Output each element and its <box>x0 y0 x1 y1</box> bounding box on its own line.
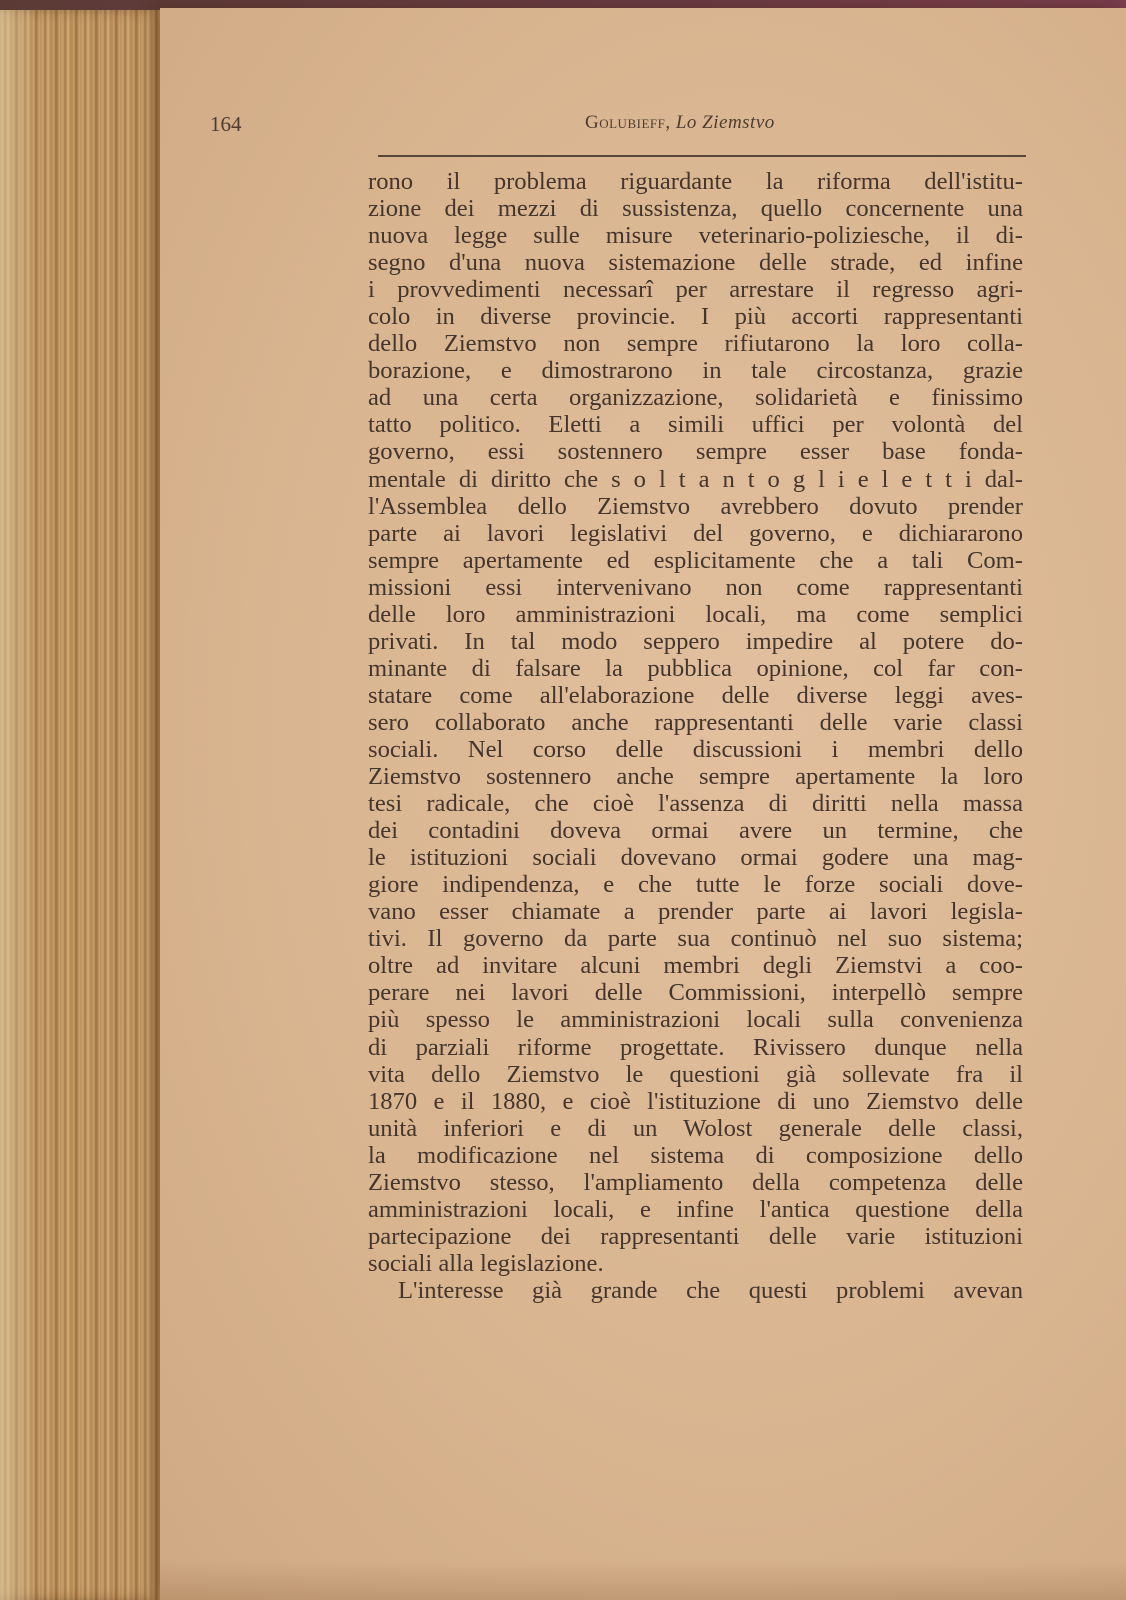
text-line: governo, essi sostennero sempre esser base fonda- <box>368 438 1023 466</box>
body-text <box>368 168 1023 1304</box>
text-line: sociali. Nel corso delle discussioni i membri dello <box>368 735 1023 763</box>
text-line: vita dello Ziemstvo le questioni già sollevate fra il <box>368 1060 1023 1088</box>
text-line: i provvedimenti necessarî per arrestare il regresso agri- <box>368 276 1023 304</box>
text-line: più spesso le amministrazioni locali sulla convenienza <box>368 1006 1023 1034</box>
header-author: Golubieff, <box>585 112 671 133</box>
text-line: tatto politico. Eletti a simili uffici per volontà del <box>368 411 1023 439</box>
text-line: unità inferiori e di un Wolost generale delle classi, <box>368 1114 1023 1142</box>
text-line: amministrazioni locali, e infine l'antica questione della <box>368 1195 1023 1223</box>
text-line: Ziemstvo stesso, l'ampliamento della competenza delle <box>368 1168 1023 1196</box>
page-edges <box>0 10 175 1600</box>
page-number: 164 <box>210 112 242 136</box>
text-line: delle loro amministrazioni locali, ma come semplici <box>368 600 1023 628</box>
text-line: la modificazione nel sistema di composizione dello <box>368 1141 1023 1169</box>
text-line: tesi radicale, che cioè l'assenza di diritti nella massa <box>368 790 1023 818</box>
header-title <box>585 112 775 134</box>
text-line: minante di falsare la pubblica opinione, col far con- <box>368 654 1023 682</box>
text-line: l'Assemblea dello Ziemstvo avrebbero dovuto prender <box>368 492 1023 520</box>
text-line: 1870 e il 1880, e cioè l'istituzione di uno Ziemstvo delle <box>368 1087 1023 1115</box>
text-line: Ziemstvo sostennero anche sempre apertamente la loro <box>368 763 1023 791</box>
text-line: privati. In tal modo seppero impedire al potere do- <box>368 627 1023 655</box>
header-rule <box>378 155 1026 157</box>
text-line: dei contadini doveva ormai avere un termine, che <box>368 817 1023 845</box>
page-shadow <box>160 1560 1126 1600</box>
text-line: mentale di diritto che s o l t a n t o g l i e l e t t i dal- <box>368 465 1023 493</box>
text-line: rono il problema riguardante la riforma dell'istitu- <box>368 168 1023 195</box>
text-line: parte ai lavori legislativi del governo, e dichiararono <box>368 519 1023 547</box>
text-line: tivi. Il governo da parte sua continuò nel suo sistema; <box>368 925 1023 953</box>
text-line: giore indipendenza, e che tutte le forze sociali dove- <box>368 871 1023 899</box>
text-line: perare nei lavori delle Commissioni, interpellò sempre <box>368 979 1023 1007</box>
text-line: segno d'una nuova sistemazione delle strade, ed infine <box>368 249 1023 277</box>
text-line: ad una certa organizzazione, solidarietà e finissimo <box>368 384 1023 412</box>
text-line: borazione, e dimostrarono in tale circostanza, grazie <box>368 357 1023 385</box>
text-line: sociali alla legislazione. <box>368 1249 604 1277</box>
text-line: nuova legge sulle misure veterinario-poliziesche, il di- <box>368 222 1023 250</box>
running-head <box>210 112 1025 142</box>
text-line: sero collaborato anche rappresentanti delle varie classi <box>368 708 1023 736</box>
text-line: statare come all'elaborazione delle diverse leggi aves- <box>368 681 1023 709</box>
text-line: di parziali riforme progettate. Rivissero dunque nella <box>368 1033 1023 1061</box>
text-line: zione dei mezzi di sussistenza, quello concernente una <box>368 195 1023 223</box>
text-line: vano esser chiamate a prender parte ai lavori legisla- <box>368 898 1023 926</box>
text-line: le istituzioni sociali dovevano ormai godere una mag- <box>368 844 1023 872</box>
text-line: L'interesse già grande che questi problemi avevan <box>398 1276 1023 1304</box>
text-line: colo in diverse provincie. I più accorti rappresentanti <box>368 303 1023 331</box>
text-line: missioni essi intervenivano non come rappresentanti <box>368 573 1023 601</box>
text-line: oltre ad invitare alcuni membri degli Ziemstvi a coo- <box>368 952 1023 980</box>
header-work: Lo Ziemstvo <box>675 112 775 133</box>
text-line: sempre apertamente ed esplicitamente che a tali Com- <box>368 546 1023 574</box>
text-line: dello Ziemstvo non sempre rifiutarono la loro colla- <box>368 330 1023 358</box>
text-line: partecipazione dei rappresentanti delle varie istituzioni <box>368 1222 1023 1250</box>
